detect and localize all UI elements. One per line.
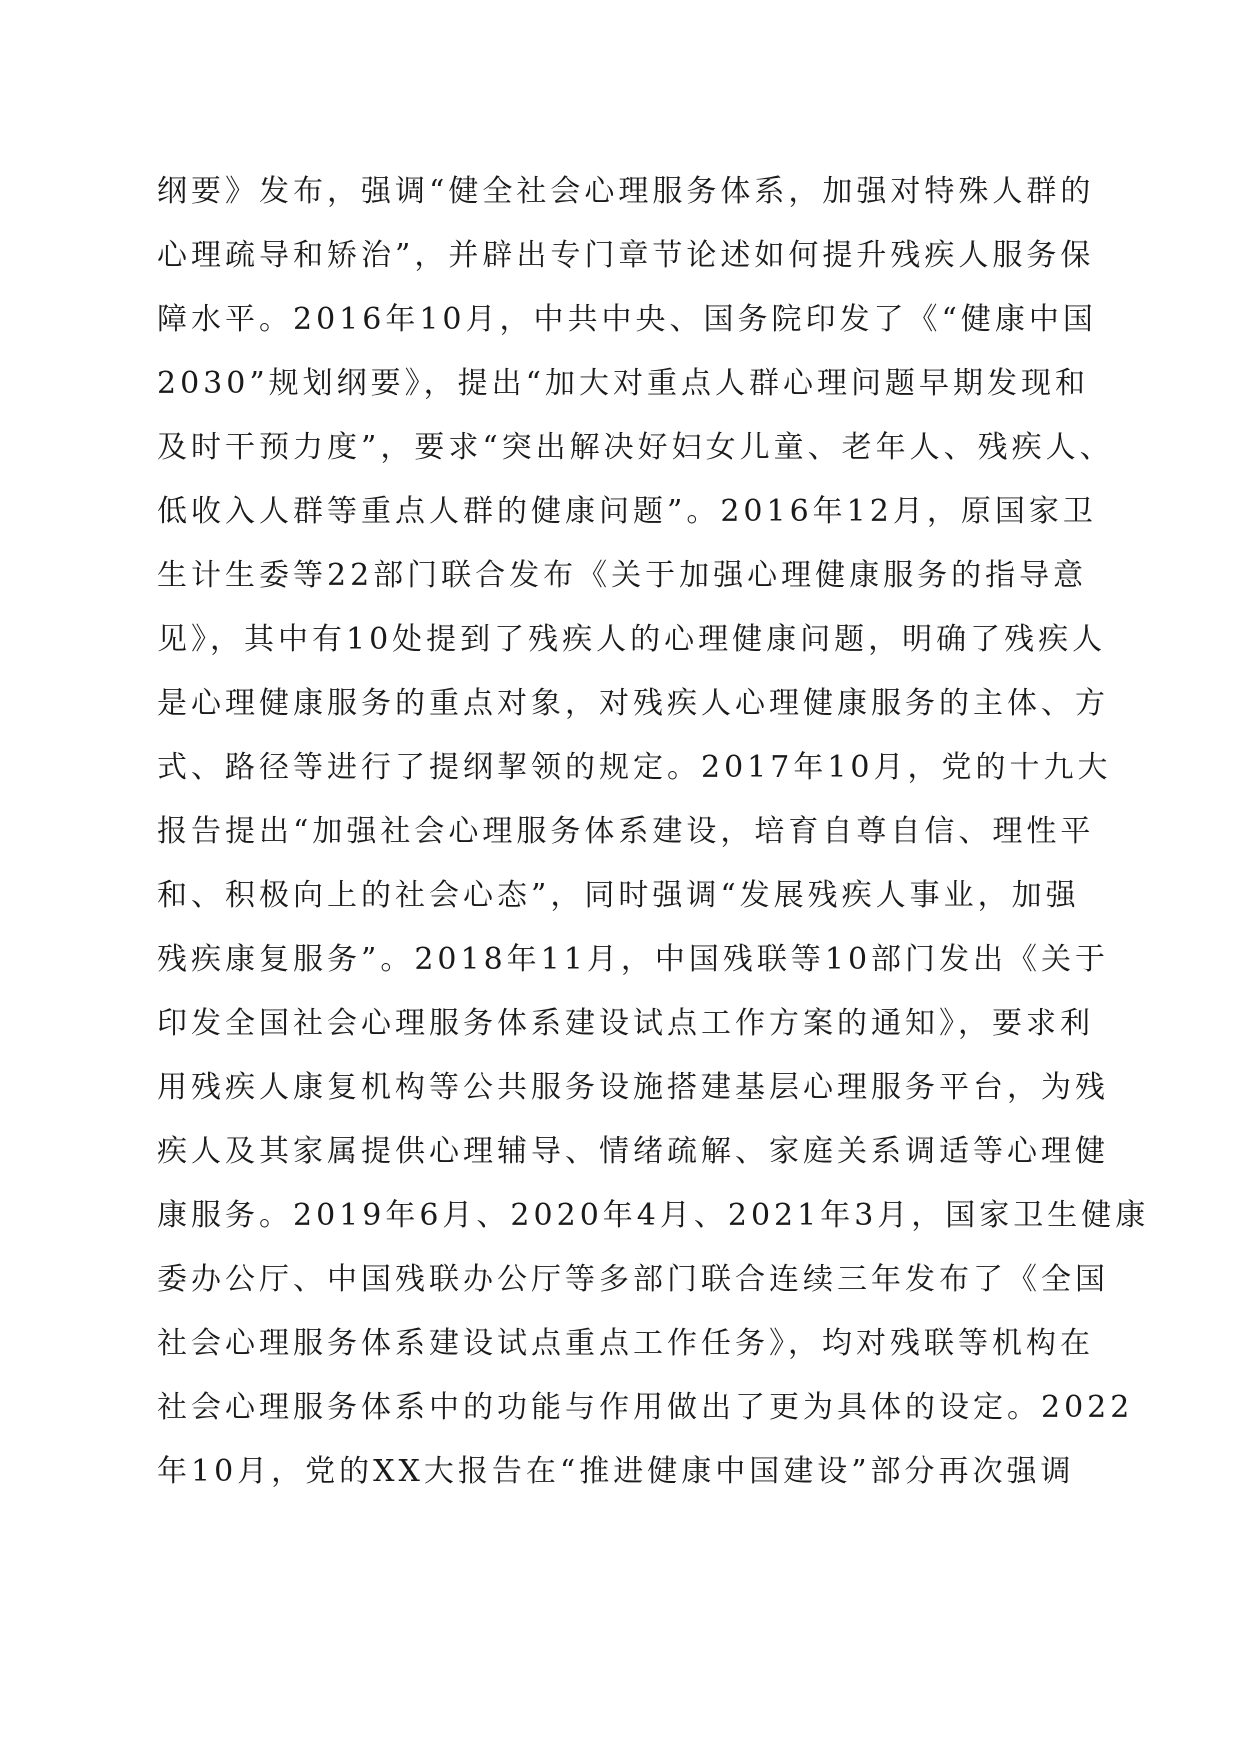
text-line: 低收入人群等重点人群的健康问题”。2016年12月，原国家卫: [157, 494, 1097, 529]
text-line: 用残疾人康复机构等公共服务设施搭建基层心理服务平台，为残: [157, 1070, 1109, 1105]
text-line: 康服务。2019年6月、2020年4月、2021年3月，国家卫生健康: [157, 1198, 1150, 1233]
text-line: 2030”规划纲要》，提出“加大对重点人群心理问题早期发现和: [157, 366, 1090, 401]
text-line: 心理疏导和矫治”，并辟出专门章节论述如何提升残疾人服务保: [157, 238, 1095, 273]
text-line: 是心理健康服务的重点对象，对残疾人心理健康服务的主体、方: [157, 686, 1109, 721]
text-line: 年10月，党的XX大报告在“推进健康中国建设”部分再次强调: [157, 1454, 1075, 1489]
text-line: 委办公厅、中国残联办公厅等多部门联合连续三年发布了《全国: [157, 1262, 1109, 1297]
text-line: 和、积极向上的社会心态”，同时强调“发展残疾人事业，加强: [157, 878, 1080, 913]
body-text: [157, 160, 1150, 1504]
text-line: 见》，其中有10处提到了残疾人的心理健康问题，明确了残疾人: [157, 622, 1107, 657]
text-line: 报告提出“加强社会心理服务体系建设，培育自尊自信、理性平: [157, 814, 1095, 849]
text-line: 残疾康复服务”。2018年11月，中国残联等10部门发出《关于: [157, 942, 1110, 977]
text-line: 社会心理服务体系建设试点重点工作任务》，均对残联等机构在: [157, 1326, 1094, 1361]
text-line: 障水平。2016年10月，中共中央、国务院印发了《“健康中国: [157, 302, 1097, 337]
text-line: 纲要》发布，强调“健全社会心理服务体系，加强对特殊人群的: [157, 174, 1095, 209]
text-line: 式、路径等进行了提纲挈领的规定。2017年10月，党的十九大: [157, 750, 1112, 785]
text-line: 及时干预力度”，要求“突出解决好妇女儿童、老年人、残疾人、: [157, 430, 1114, 465]
text-line: 社会心理服务体系中的功能与作用做出了更为具体的设定。2022: [157, 1390, 1134, 1425]
text-line: 生计生委等22部门联合发布《关于加强心理健康服务的指导意: [157, 558, 1088, 593]
text-line: 印发全国社会心理服务体系建设试点工作方案的通知》，要求利: [157, 1006, 1094, 1041]
text-line: 疾人及其家属提供心理辅导、情绪疏解、家庭关系调适等心理健: [157, 1134, 1109, 1169]
